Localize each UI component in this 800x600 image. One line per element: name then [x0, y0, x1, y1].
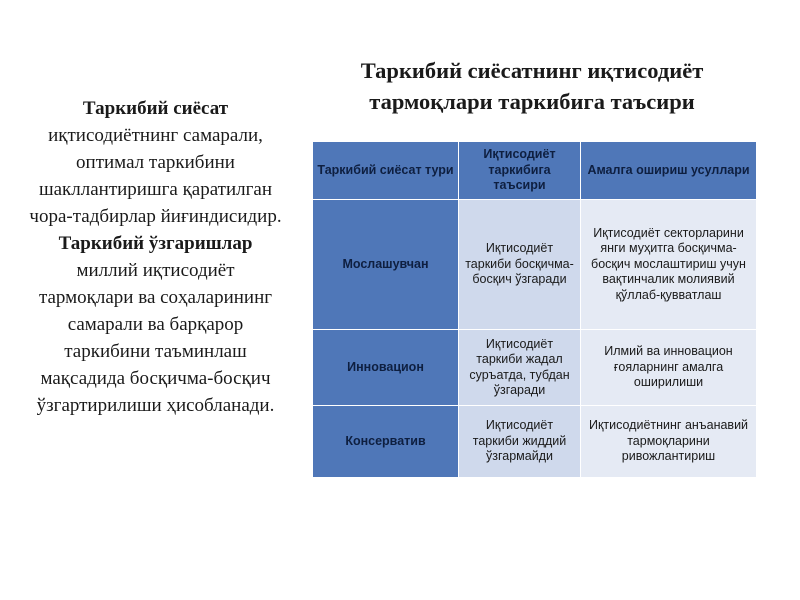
methods-cell: Иқтисодиёт секторларини янги муҳитга босқичма-босқич мослаштириш учун вақтинчалик молиявий қўллаб-қувватлаш — [581, 200, 757, 330]
row-label: Консерватив — [313, 406, 459, 478]
impact-cell: Иқтисодиёт таркиби жиддий ўзгармайди — [459, 406, 581, 478]
row-label: Мослашувчан — [313, 200, 459, 330]
definition-text — [28, 95, 283, 419]
impact-cell: Иқтисодиёт таркиби босқичма-босқич ўзгаради — [459, 200, 581, 330]
definition-structural-policy: иқтисодиётнинг самарали, оптимал таркибини шакллантиришга қаратилган чора-тадбирлар йиғиндисидир. — [29, 125, 282, 227]
term-structural-changes: Таркибий ўзгаришлар — [58, 233, 253, 254]
methods-cell: Иқтисодиётнинг анъанавий тармоқларини ривожлантириш — [581, 406, 757, 478]
policy-table — [312, 141, 757, 478]
term-structural-policy: Таркибий сиёсат — [82, 98, 229, 119]
table-row — [313, 406, 757, 478]
slide-title: Таркибий сиёсатнинг иқтисодиёт тармоқлари таркибига таъсири — [360, 58, 704, 114]
header-impact: Иқтисодиёт таркибига таъсири — [459, 142, 581, 200]
impact-cell: Иқтисодиёт таркиби жадал суръатда, тубдан ўзгаради — [459, 330, 581, 406]
table-row — [313, 330, 757, 406]
methods-cell: Илмий ва инновацион ғояларнинг амалга оширилиши — [581, 330, 757, 406]
row-label: Инновацион — [313, 330, 459, 406]
table-header-row — [313, 142, 757, 200]
header-policy-type: Таркибий сиёсат тури — [313, 142, 459, 200]
definition-structural-changes: миллий иқтисодиёт тармоқлари ва соҳаларининг самарали ва барқарор таркибини таъминлаш мақсадида босқичма-босқич ўзгартирилиши ҳисобланади. — [36, 260, 275, 416]
table-row — [313, 200, 757, 330]
header-methods: Амалга ошириш усуллари — [581, 142, 757, 200]
